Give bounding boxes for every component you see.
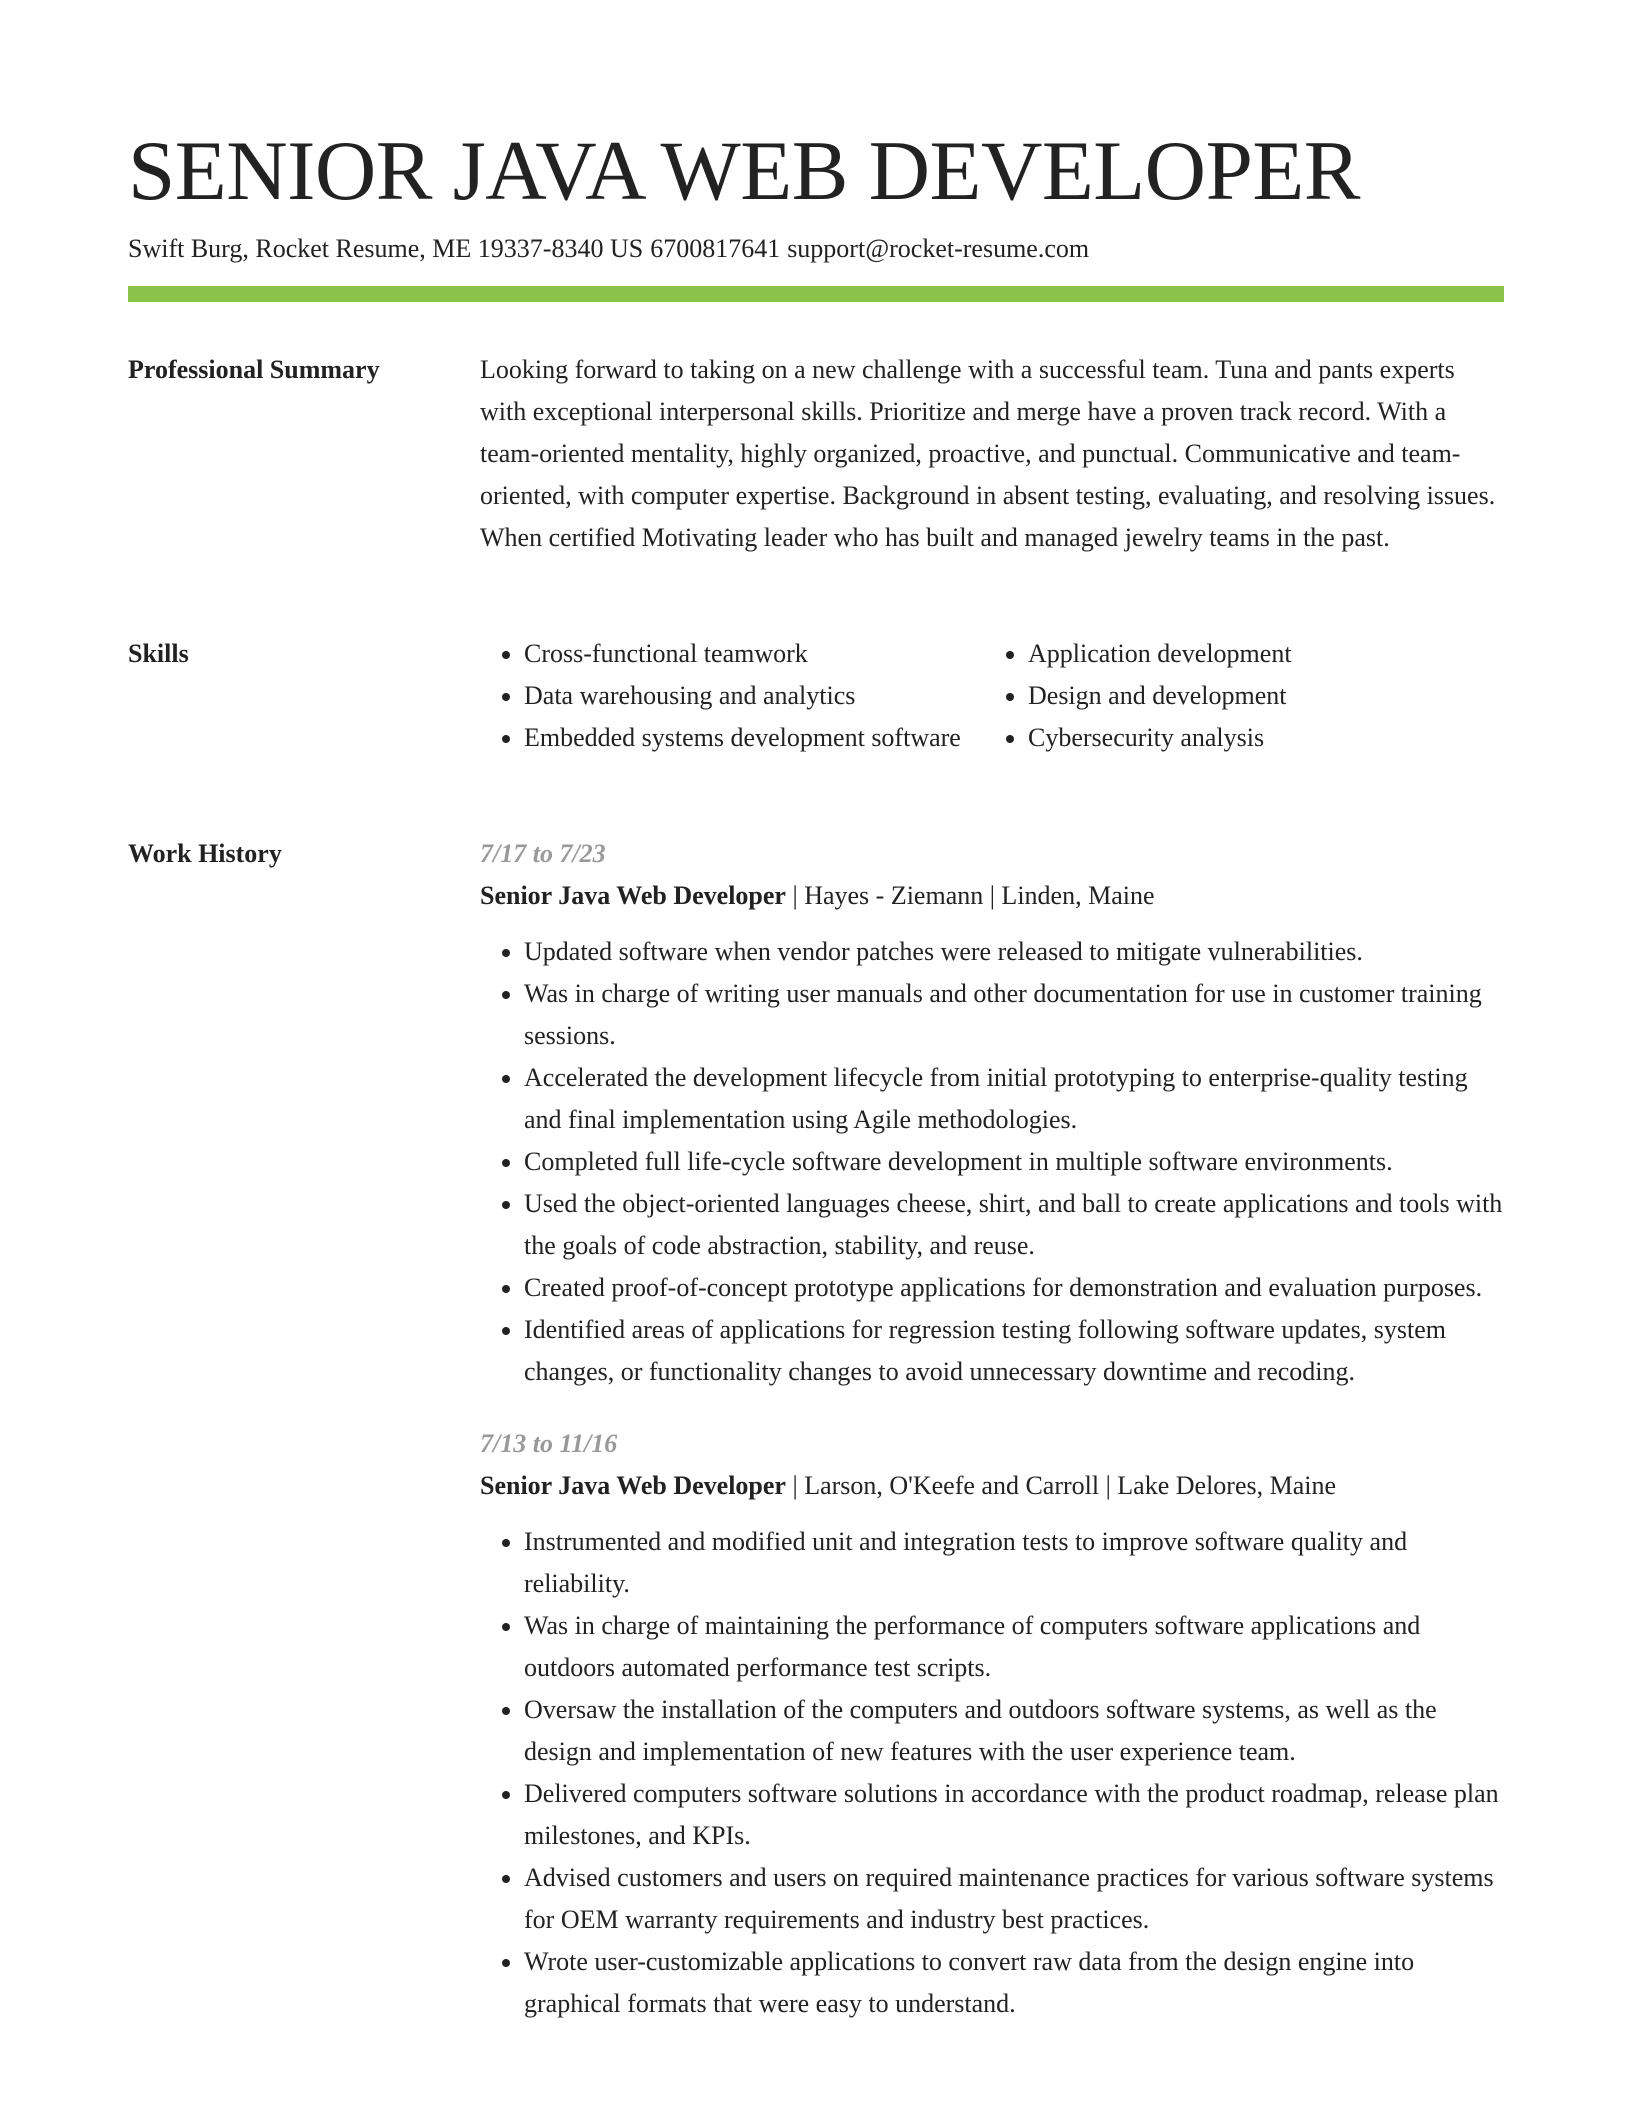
job-role: Senior Java Web Developer [480, 881, 786, 910]
skills-column-right [984, 633, 1488, 759]
skill-item: • Data warehousing and analytics [524, 675, 984, 717]
job-bullet: • Used the object-oriented languages cheese, shirt, and ball to create applications and tools with the goals of code abstraction, stability, and reuse. [524, 1183, 1504, 1267]
job-bullet: • Accelerated the development lifecycle from initial prototyping to enterprise-quality testing and final implementation using Agile methodologies. [524, 1057, 1504, 1141]
skills-column-left [480, 633, 984, 759]
work-history-heading: Work History [128, 839, 282, 868]
summary-heading: Professional Summary [128, 355, 380, 384]
contact-email[interactable]: support@rocket-resume.com [787, 234, 1090, 263]
skills-body [480, 633, 1504, 759]
job-bullet: • Instrumented and modified unit and integration tests to improve software quality and reliability. [524, 1521, 1504, 1605]
job-details: | Larson, O'Keefe and Carroll | Lake Delores, Maine [792, 1471, 1337, 1500]
job-bullet: • Was in charge of writing user manuals and other documentation for use in customer training sessions. [524, 973, 1504, 1057]
job-title-line [480, 1465, 1504, 1507]
work-history-body [480, 833, 1504, 2025]
job-dates: 7/17 to 7/23 [480, 839, 606, 868]
summary-body [480, 349, 1504, 559]
summary-text: Looking forward to taking on a new challenge with a successful team. Tuna and pants experts with exceptional interpersonal skills. Prioritize and merge have a proven track record. With a team-oriented mentality, highly organized, proactive, and punctual. Communicative and team-oriented, with computer expertise. Background in absent testing, evaluating, and resolving issues. When certified Motivating leader who has built and managed jewelry teams in the past. [480, 355, 1496, 552]
skill-item: • Cross-functional teamwork [524, 633, 984, 675]
skills-heading: Skills [128, 639, 189, 668]
skill-item: • Cybersecurity analysis [1028, 717, 1488, 759]
job-bullet: • Was in charge of maintaining the performance of computers software applications and outdoors automated performance test scripts. [524, 1605, 1504, 1689]
skill-item: • Design and development [1028, 675, 1488, 717]
header-divider [128, 286, 1504, 302]
job-bullet: • Advised customers and users on required maintenance practices for various software systems for OEM warranty requirements and industry best practices. [524, 1857, 1504, 1941]
job-bullet: • Identified areas of applications for regression testing following software updates, system changes, or functionality changes to avoid unnecessary downtime and recoding. [524, 1309, 1504, 1393]
job-bullet: • Wrote user-customizable applications to convert raw data from the design engine into graphical formats that were easy to understand. [524, 1941, 1504, 2025]
job-entry [480, 1423, 1504, 2025]
job-bullets [480, 931, 1504, 1393]
skill-item: • Embedded systems development software [524, 717, 984, 759]
job-bullet: • Created proof-of-concept prototype applications for demonstration and evaluation purposes. [524, 1267, 1504, 1309]
job-title-line [480, 875, 1504, 917]
contact-address: Swift Burg, Rocket Resume, ME 19337-8340 US [128, 234, 644, 263]
job-bullets [480, 1521, 1504, 2025]
job-dates: 7/13 to 11/16 [480, 1429, 618, 1458]
contact-line [128, 230, 1096, 268]
job-bullet: • Delivered computers software solutions in accordance with the product roadmap, release plan milestones, and KPIs. [524, 1773, 1504, 1857]
resume-title: SENIOR JAVA WEB DEVELOPER [128, 124, 1360, 218]
job-role: Senior Java Web Developer [480, 1471, 786, 1500]
contact-phone: 6700817641 [650, 234, 781, 263]
job-details: | Hayes - Ziemann | Linden, Maine [792, 881, 1155, 910]
job-entry [480, 833, 1504, 1393]
job-bullet: • Oversaw the installation of the computers and outdoors software systems, as well as the design and implementation of new features with the user experience team. [524, 1689, 1504, 1773]
skill-item: • Application development [1028, 633, 1488, 675]
job-bullet: • Updated software when vendor patches were released to mitigate vulnerabilities. [524, 931, 1504, 973]
job-bullet: • Completed full life-cycle software development in multiple software environments. [524, 1141, 1504, 1183]
